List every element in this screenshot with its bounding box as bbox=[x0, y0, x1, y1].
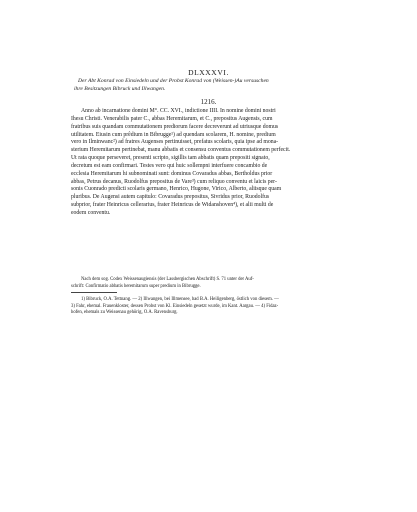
footnotes bbox=[71, 297, 347, 317]
source-line: Nach dem sog. Codex Weissenaugiensis (der Lassbergischen Abschrift) S. 71 unter der Auf- bbox=[81, 277, 254, 282]
text-line: subprior, frater Heinricus cellerarius, frater Heinricus de Widanshoven⁴), et alii multi de bbox=[71, 202, 274, 209]
text-line: ecclesia Heremitarum hi subnominati sunt: dominus Covaradus abbas, Bertholdus prior bbox=[71, 170, 273, 177]
heading-line: ihre Besitzungen Bibruck und Illwangen. bbox=[74, 85, 166, 92]
text-line: Ihesu Christi. Venerabilis pater C., abbas Heremitarum, et C., prepositus Augensis, cum bbox=[71, 115, 273, 122]
footnote-line: 1) Bibruck, O.A. Tettnang. — 2) Illwangen, bei Illmensee, bad B.A. Heiligenberg, östlich von diesem. — bbox=[81, 297, 279, 302]
heading-line: Der Abt Konrad von Einsiedeln und der Probst Konrad von (Weissen-)Au versuschen bbox=[78, 78, 269, 84]
text-line: utilitatem. Eiusin cum prêdium in Bibrugge¹) ad quendam scolarem, H. nomine, predium bbox=[71, 131, 276, 138]
footnote-line: 3) Fahr, ehemal. Frauenkloster, dessen Probst von Kl. Einsiedeln gesetzt wurde, im Kant. Aargau. — 4) Fidaz- bbox=[71, 303, 279, 309]
text-line: sonis Cuonrado predicti scolaris germano, Henrico, Hugone, Virico, Alberto, aliisque quam bbox=[71, 186, 282, 193]
text-line: eodem conventu. bbox=[71, 209, 111, 216]
text-line: vero in Ilminwanc²) ad fratres Augenses pertinuisset, prefatus scolaris, quia ipse ad mona- bbox=[71, 139, 279, 146]
text-line: pluribus. De Augensi autem capitulo: Covaradus prepositus, Sivridus prior, Ruodolfus bbox=[71, 194, 270, 201]
charter-text bbox=[71, 108, 347, 218]
text-line: Ut rata quoque perseveret, presenti scripto, sigillis tam abbatis quam prepositi signato, bbox=[71, 155, 270, 162]
document-year: 1216. bbox=[200, 98, 217, 106]
footnote-line: hofen, ehemals zu Weissenau gehörig, O.A. Ravensburg. bbox=[71, 310, 178, 316]
footnote-divider bbox=[71, 292, 117, 293]
text-line: abbas, Petrus decanus, Ruodolfus prepositus de Vare³) cum reliquo conventu et laicis per- bbox=[71, 178, 277, 185]
text-line: Anno ab incarnatione domini M°. CC. XVI., indictione IIII. In nomine domini nostri bbox=[81, 108, 276, 114]
text-line: decretum est eam confirmari. Testes vero qui huic sollempni interfuere concambio de bbox=[71, 162, 268, 169]
document-number: DLXXXVI. bbox=[188, 68, 229, 77]
text-line: sterium Heremitarum pertinebat, manu abbatis et consensu conventus commutationem perfecit. bbox=[71, 147, 291, 154]
source-note bbox=[71, 277, 347, 290]
source-line: schrift: Confirmatio abbatis heremitarum super predium in Bibrugge. bbox=[71, 283, 201, 289]
text-line: fratribus suis quandam commutationem prediorum facere decreverunt ad utriusque domus bbox=[71, 123, 279, 130]
document-heading bbox=[74, 78, 344, 94]
